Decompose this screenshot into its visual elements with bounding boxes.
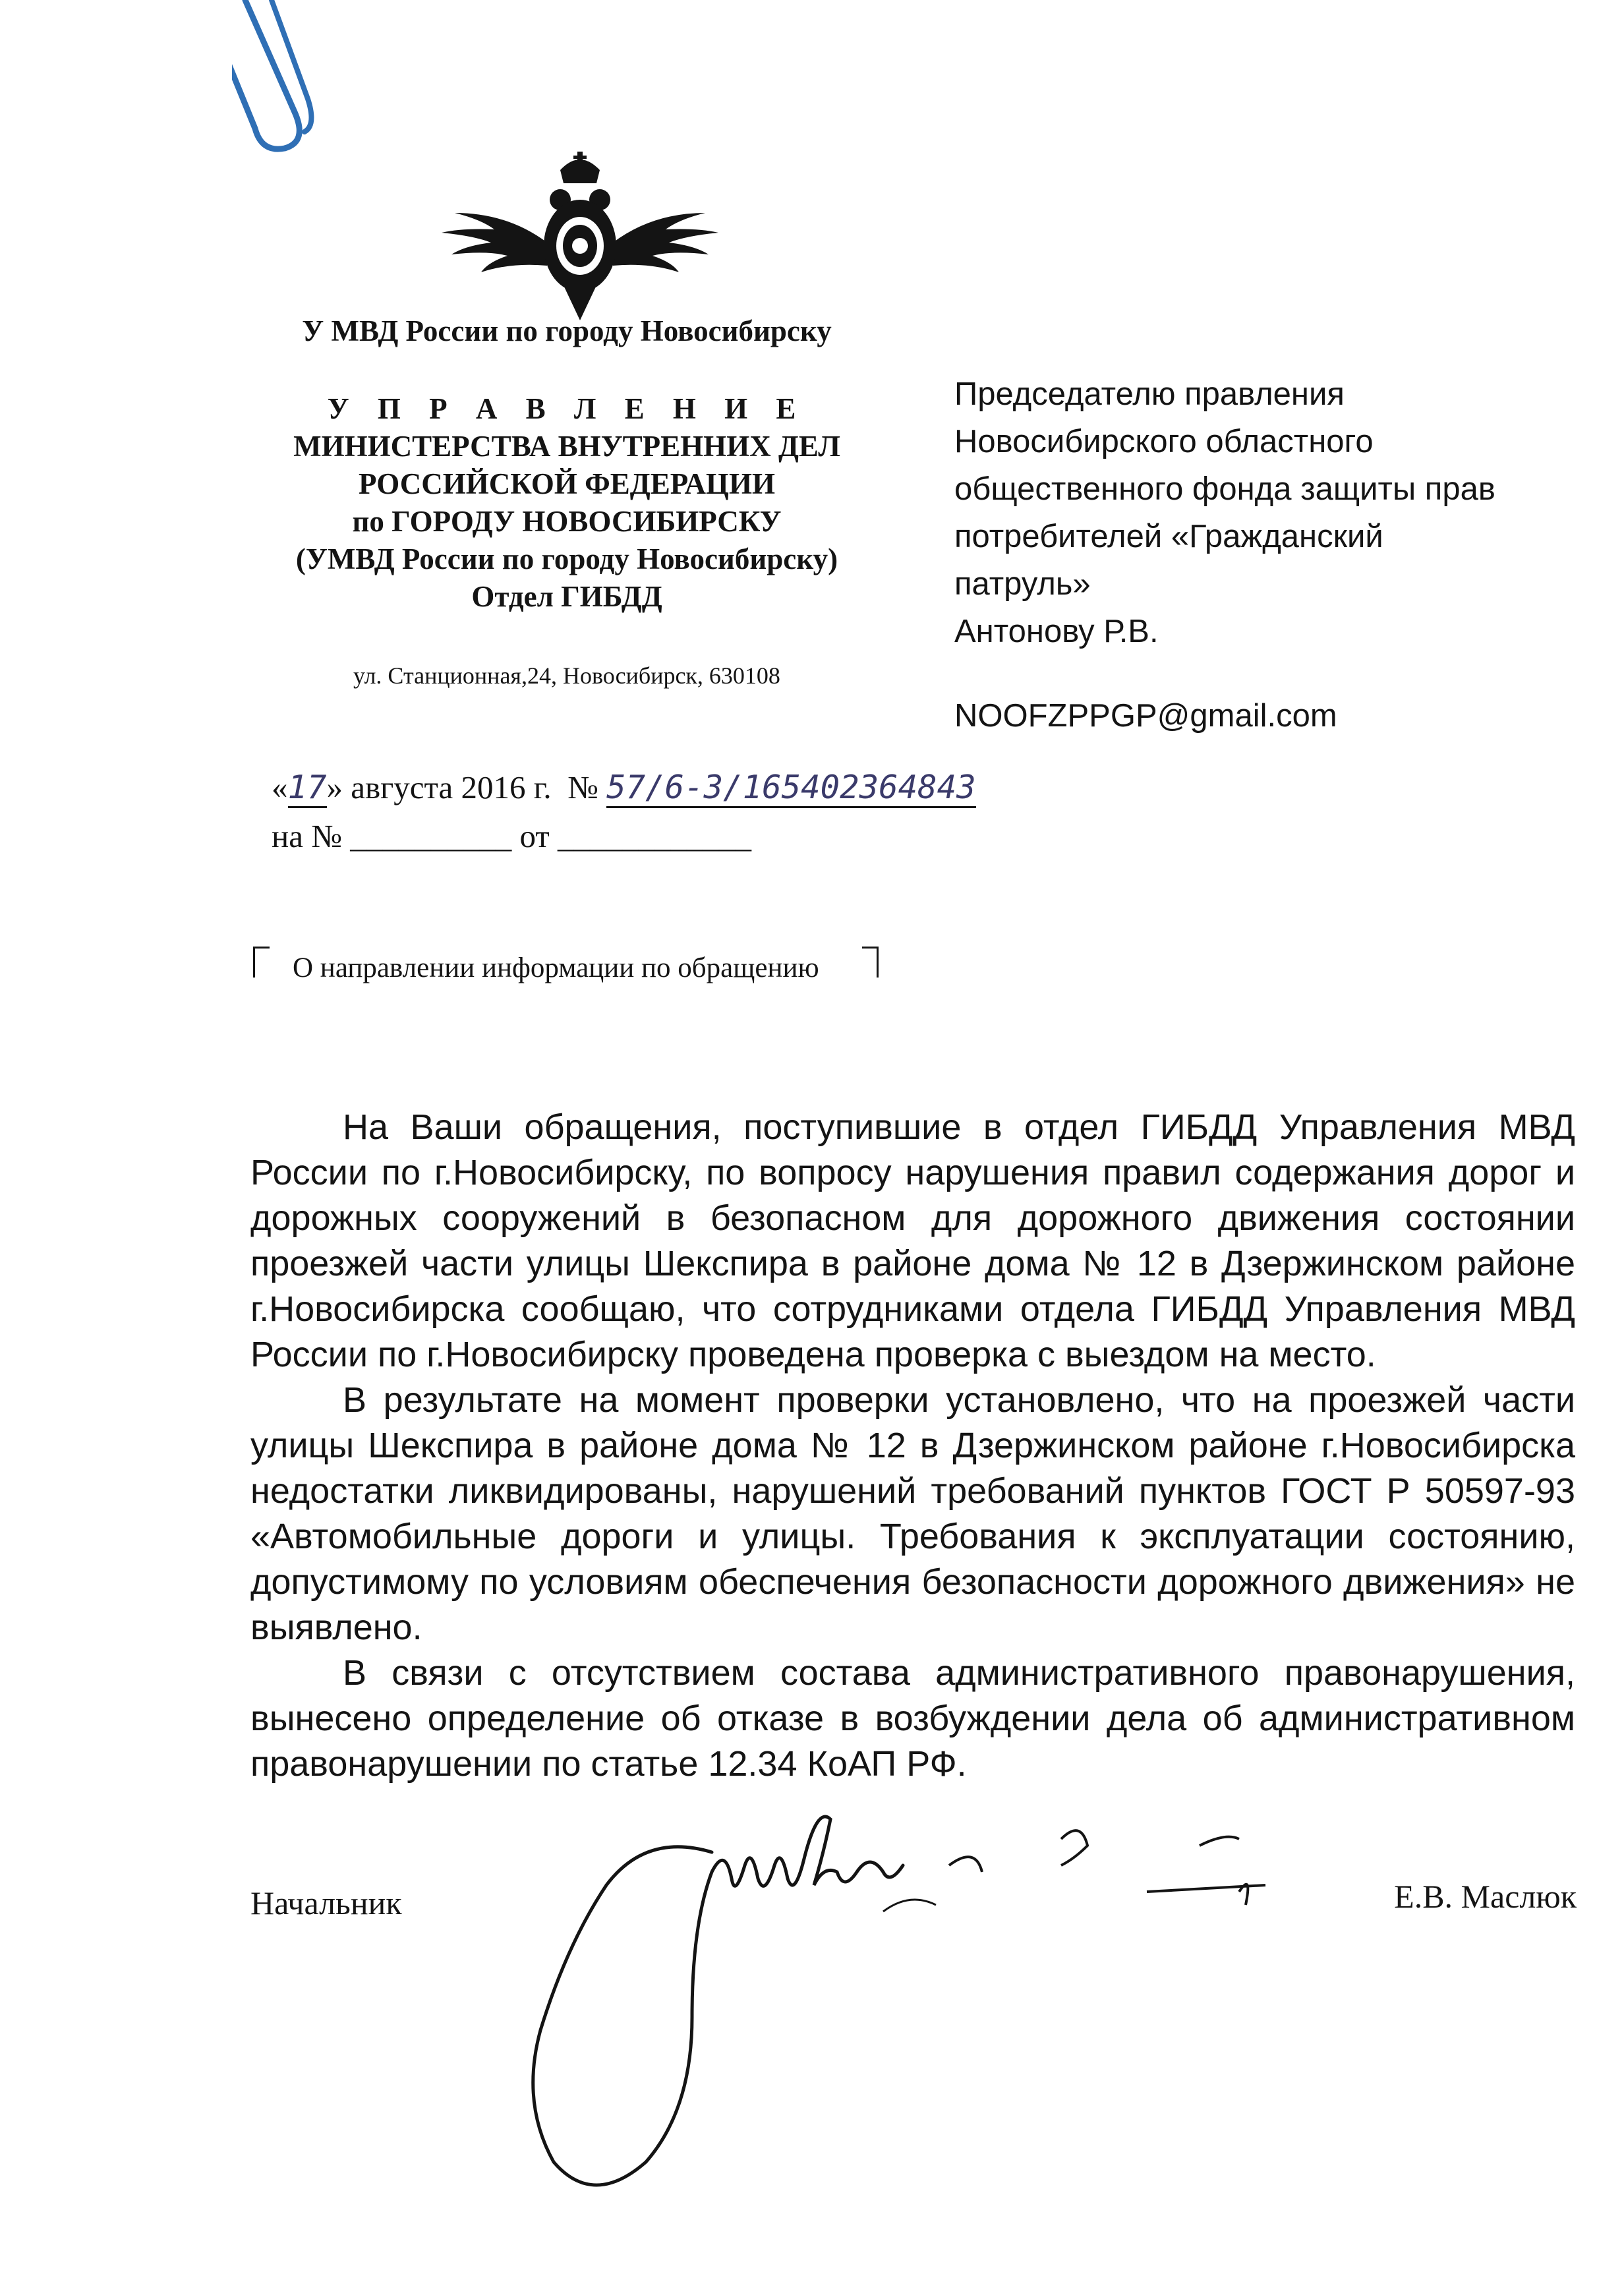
date-month-year: августа 2016 г. xyxy=(351,769,552,805)
mvd-emblem-icon xyxy=(435,150,725,322)
recipient-block xyxy=(954,370,1613,740)
signatory-title: Начальник xyxy=(250,1884,402,1921)
recipient-line-5: патруль» xyxy=(954,566,1091,602)
left-wing-icon xyxy=(442,213,547,272)
number-label: № xyxy=(567,769,598,805)
body-paragraph-2: В результате на момент проверки установлено, что на проезжей части улицы Шекспира в районе дома № 12 в Дзержинском районе г.Новосибирска недостатки ликвидированы, нарушений требований пунктов ГОСТ Р 50597-93 «Автомобильные дороги и улицы. Требования к эксплуатации состоянию, допустимому по условиям обеспечения безопасности дорожного движения» не выявлено. xyxy=(250,1380,1575,1647)
subject-bracket-left xyxy=(253,947,270,978)
date-day: 17 xyxy=(288,769,327,808)
date-quote-close: » xyxy=(326,769,343,805)
handwritten-signature xyxy=(514,1793,1305,2215)
reference-line xyxy=(272,817,751,855)
right-wing-icon xyxy=(613,213,718,272)
recipient-line-4: потребителей «Гражданский xyxy=(954,519,1383,554)
registration-date-line xyxy=(272,769,976,808)
crown-icon xyxy=(560,152,600,183)
registration-number: 57/6-3/165402364843 xyxy=(606,769,976,808)
ministry-line-3: РОССИЙСКОЙ ФЕДЕРАЦИИ xyxy=(359,467,775,500)
letter-body xyxy=(250,1105,1575,1787)
recipient-email: NOOFZPPGP@gmail.com xyxy=(954,698,1337,734)
subject-text: О направлении информации по обращению xyxy=(293,952,819,983)
body-paragraph-1: На Ваши обращения, поступившие в отдел ГИБДД Управления МВД России по г.Новосибирску, по вопросу нарушения правил содержания дорог и дорожных сооружений в безопасном для дорожного движения состоянии проезжей части улицы Шекспира в районе дома № 12 в Дзержинском районе г.Новосибирска сообщаю, что сотрудниками отдела ГИБДД Управления МВД России по г.Новосибирску проведена проверка с выездом на место. xyxy=(250,1107,1575,1374)
ministry-line-4: по ГОРОДУ НОВОСИБИРСКУ xyxy=(352,505,782,538)
signatory-name: Е.В. Маслюк xyxy=(1394,1878,1577,1915)
recipient-name: Антонову Р.В. xyxy=(954,614,1159,649)
ministry-line-1: У П Р А В Л Е Н И Е xyxy=(327,392,807,425)
ministry-short-name: У МВД России по городу Новосибирску xyxy=(302,314,832,347)
ministry-full-name xyxy=(237,390,896,616)
subject-bracket-right xyxy=(862,947,879,978)
ministry-line-2: МИНИСТЕРСТВА ВНУТРЕННИХ ДЕЛ xyxy=(293,430,840,463)
from-label: от xyxy=(519,818,550,854)
recipient-line-3: общественного фонда защиты прав xyxy=(954,471,1495,507)
recipient-line-1: Председателю правления xyxy=(954,376,1345,412)
from-blank: ____________ xyxy=(558,818,752,854)
ref-blank: __________ xyxy=(350,818,512,854)
body-paragraph-3: В связи с отсутствием состава административного правонарушения, вынесено определение об отказе в возбуждении дела об административном правонарушении по статье 12.34 КоАП РФ. xyxy=(250,1653,1575,1784)
ministry-address: ул. Станционная,24, Новосибирск, 630108 xyxy=(353,662,780,689)
date-quote-open: « xyxy=(272,769,288,805)
ministry-line-6: Отдел ГИБДД xyxy=(471,580,662,613)
ref-label: на № xyxy=(272,818,342,854)
recipient-line-2: Новосибирского областного xyxy=(954,424,1374,459)
ministry-line-5: (УМВД России по городу Новосибирску) xyxy=(295,542,838,575)
paper-clip-icon xyxy=(232,0,344,165)
